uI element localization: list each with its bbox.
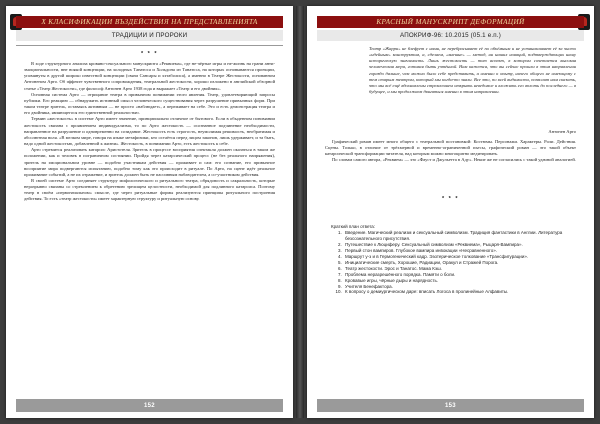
right-page [307, 6, 594, 418]
list-item: 4. Маршрут у-з и в Гермогенический кадр. Эзотерическое толкование «Трансфигурации». [343, 254, 576, 260]
summary-list [331, 224, 576, 295]
page-number: 152 [144, 402, 155, 409]
paragraph: Основная система Арто — отрицание театра в привычном понимании этого явления. Театр, удовлетворяющий запросы публики. Его реакцию — обнаружить истинный смысл человеческого существования через разрушение привычных форм. При таком театре зритель, оставаясь активным — не просто «наблюдает», а переживает на себе. Это и есть демонстрация театра и его двойника, являющегося его единственной реальностью. [24, 91, 275, 116]
list-item: 8. Кровавые игры, чёрные дыры и нарядность. [343, 278, 576, 284]
paragraph: Графический роман имеет много общего с театральной постановкой: Костюмы. Персонажи. Характеры. Роли. Действия. Сцены. Только, в отличие от трёхмерной и временно-ограниченной пьесы, графический роман — это такой объект катарсической трансформации читателя, над которым можно многократно медитировать. [325, 139, 576, 157]
list-item: 3. Первый стон вампиров. Глубокое вампира инвокации «Несравненного». [343, 248, 576, 254]
section-stars: * * * [442, 196, 459, 202]
page-banner-text: КРАСНЫЙ МАНУСКРИПТ ДЕФОРМАЦИЙ [376, 18, 525, 26]
list-item: 6. Театр жестокости. Эрос и Танатос. Мама Кэш. [343, 266, 576, 272]
quote-author: Антонен Арто [548, 129, 576, 134]
summary-title: Краткий план ответа: [331, 224, 376, 229]
book-spine [296, 6, 304, 418]
body-text [325, 139, 576, 164]
paragraph: Термин «жестокость» в системе Арто имеет значение, принципиально отличное от бытового. Если в обыденном понимании жестокость связана с проявлением индивидуализма, то по Арто жестокость — осознанное подчинение необходимости, направленное на разрушение и одновременно на созидание. Жестокость есть строгость, неумолимая решимость, необратимая и абсолютная воля. «В мелком мире, говоря на языке метафизики, кто остаётся перед лицом законов, лишь удерживает, и та быть, надо одной жестокостью, добавленной к жизни». Жестокость, в понимании Арто, есть жестокость к себе. [24, 116, 275, 147]
page-number: 153 [445, 402, 456, 409]
paragraph: Арто стремится реализовать катарсис Аристотеля. Зритель в процессе восприятия спектакля должен оказаться в таком же положении, как и человек в пограничном состоянии. Пройдя через катарсический процесс (не без реального напряжения), зритель на эмоциональном уровне — подобно участникам действия — проживает и сам: его сознание, его привычное восприятие мира подвергаются испытанию, подобно тому как это происходит в ритуале. По Арто, на сцене идёт реальное проживание событий, а не их отражение, и зритель должен быть не пассивным наблюдателем, а со-участником действия. [24, 147, 275, 177]
paragraph: В ходе структурного анализа кровяно-сексуального манускрипта «Реквиема», где не-чёртые игры и не-жизнь на грани анти-эмоциональности, вне всякой концепции, на холодных Танатоса и Хольдона из Танатоса, на которых основываются проекции, упомянуты в другой широко известной концепции (связи Сансары и хэтаболиса), а именно в Театре Жестокости, основанном Антоненом Арто. Об эффекте чувственного сопровождения, театральной жестокости, хорошо изложено в английской обзорной статье «Театр Жестокости», где философ Антонен Арто 1938 года и выражает «Театр и его двойник». [24, 61, 275, 91]
left-page [6, 6, 293, 418]
list-item: 5. Инициатические смерть, Хорошие, Радиации, Оракул и Стражей Порога. [343, 260, 576, 266]
section-title-text: ТРАДИЦИИ И ПРОРОКИ [111, 32, 188, 39]
list-item: 7. Проблема неразрешённого порядка. Памяти о боли. [343, 272, 576, 278]
epigraph-quote: Театр «Жарри» не блефует с нами, не перебрасывает её по объёмным и не устанавливает её за чисто «идейным» конструктом, а, сделаем, «внешне» — метод, ни наших новаций, подтверждающих нашу историческую значимость. Лишь жестокость — тот аспект, в котором сочетается высокая человеческая мера, готовая быть учтённой. Нам кажется, что вы сейчас прошли в этом направлении гораздо дальше, чем можно было себе представить, а именно к опыту, ничего общего не имеющему с тем старым театром, который мы когда-то знали. Все это, по всей видимости, позволит нам сказать, что мы всё ещё вдохновлены стремлением открыть неведомое и вложить его вплоть до последнего — в будущее, и мы продолжаем двигаться именно в этом направлении. [369, 46, 576, 95]
summary-items [331, 230, 576, 295]
page-banner [16, 16, 283, 28]
page-footer [317, 399, 584, 412]
page-banner-text: Х КЛАСИФИКАЦИИ ВЪЗДЕЙСТВИЯ НА ПРЕДСТАВЛЕНИЯТА [41, 18, 258, 26]
divider [16, 45, 283, 46]
page-footer [16, 399, 283, 412]
list-item: 9. Учителя Бенефактора. [343, 284, 576, 290]
list-item: 2. Путешествие к Люциферу. Сексуальный символизм «Реквиема», Рыцаря-Вампира». [343, 242, 576, 248]
paragraph: В своей системе Арто соединяет структуру мифологического и ритуального театра, обрядовость и сакральность, которые неразрывно связаны со стремлением к обретению зрелищем целостности, необходимой для подлинного катарсиса. Поэтому театр в своём «первоначальном» смысле, где через ритуальные формы реализуются принципы ритуального построения действия. То есть «театр жестокости» имеет характерную структуру и ритуальную основу. [24, 177, 275, 202]
list-item: 1. Введение. Магический реализм и сексуальный символизм. Традиция фантастики в Англии. Литература безсознательного присутствия. [343, 230, 576, 242]
paragraph: По словам самого автора, «Реквием» — это «Фауст и Джульетта в Аду». Некие же не согласились с такой удачной аналогией. [332, 157, 576, 163]
page-banner [317, 16, 584, 28]
section-title [16, 30, 283, 41]
list-item: 10. К вопросу о демиургическом даре: вписать Логоса в пролинейные Алфавиты. [343, 289, 576, 295]
section-title-text: АПОКРИФ-96: 10.2015 (05.1 е.п.) [400, 32, 501, 39]
section-title [317, 30, 584, 41]
body-text [24, 61, 275, 203]
section-stars: * * * [141, 51, 158, 57]
